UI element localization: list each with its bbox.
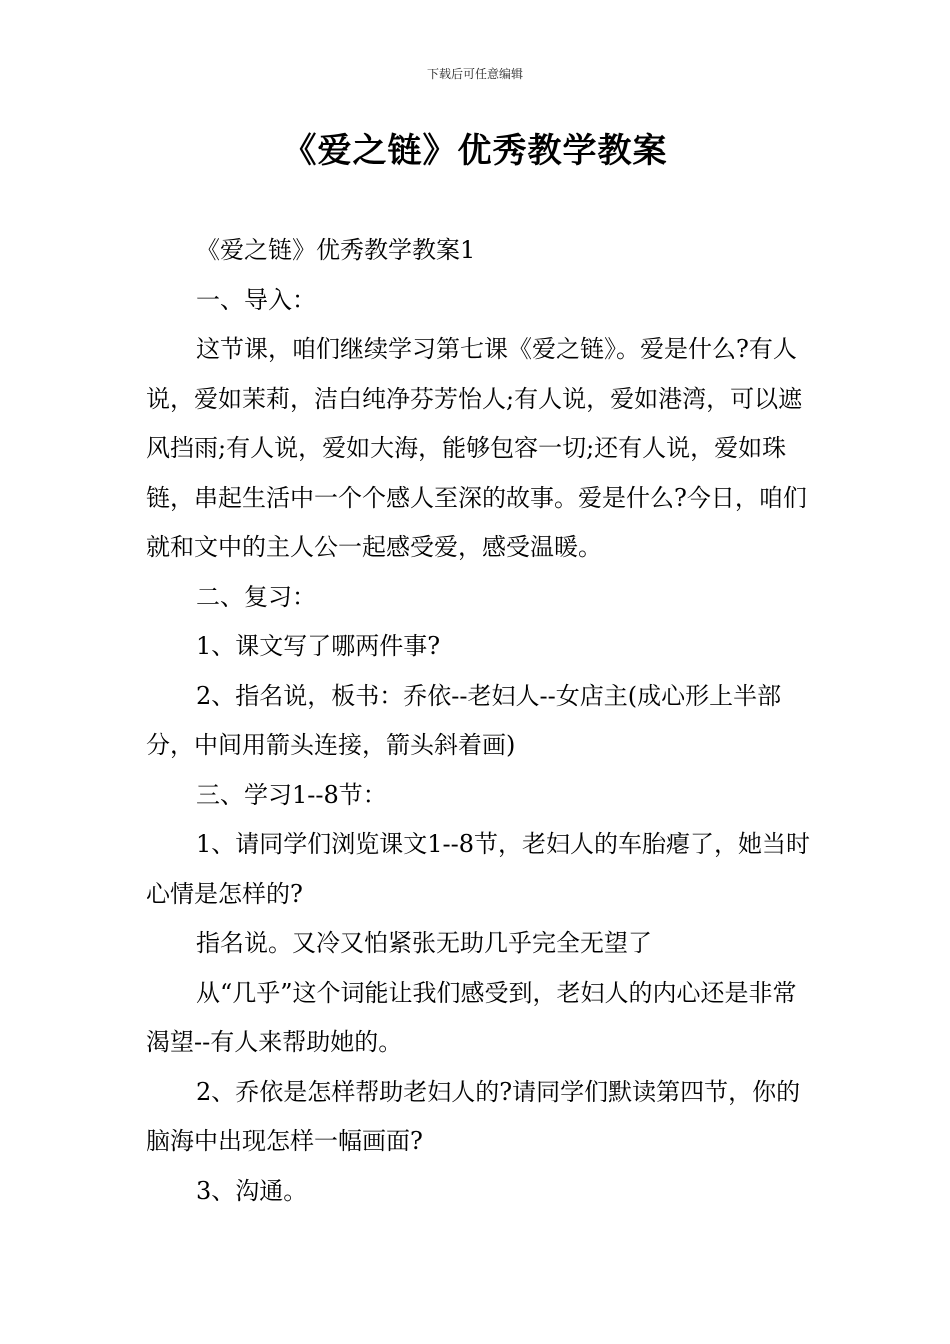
paragraph: 三、学习1--8节：: [196, 780, 387, 809]
section-heading: 《爱之链》优秀教学教案1: [196, 236, 476, 264]
document-title: 《爱之链》优秀教学教案: [282, 131, 668, 171]
paragraph: 2、乔依是怎样帮助老妇人的?请同学们默读第四节，你的脑海中出现怎样一幅画面?: [146, 1077, 801, 1155]
header-note: 下载后可任意编辑: [426, 67, 523, 81]
document-body: [146, 226, 818, 1216]
paragraph: 1、课文写了哪两件事?: [196, 632, 441, 660]
paragraph: 1、请同学们浏览课文1--8节，老妇人的车胎瘪了，她当时心情是怎样的?: [146, 830, 811, 908]
paragraph: 指名说。又冷又怕紧张无助几乎完全无望了: [196, 929, 652, 957]
paragraph: 这节课，咱们继续学习第七课《爱之链》。爱是什么?有人说，爱如茉莉，洁白纯净芬芳怡人;有人说，爱如港湾，可以遮风挡雨;有人说，爱如大海，能够包容一切;还有人说，爱如珠链，串起生活中一个个感人至深的故事。爱是什么?今日，咱们就和文中的主人公一起感受爱，感受温暖。: [146, 335, 807, 561]
paragraph: 一、导入：: [196, 285, 316, 314]
paragraph: 从“几乎”这个词能让我们感受到，老妇人的内心还是非常渴望--有人来帮助她的。: [146, 978, 797, 1056]
paragraph: 二、复习：: [196, 582, 316, 611]
paragraph: 2、指名说，板书：乔依--老妇人--女店主(成心形上半部分，中间用箭头连接，箭头斜着画): [146, 681, 782, 759]
paragraph: 3、沟通。: [196, 1176, 308, 1205]
